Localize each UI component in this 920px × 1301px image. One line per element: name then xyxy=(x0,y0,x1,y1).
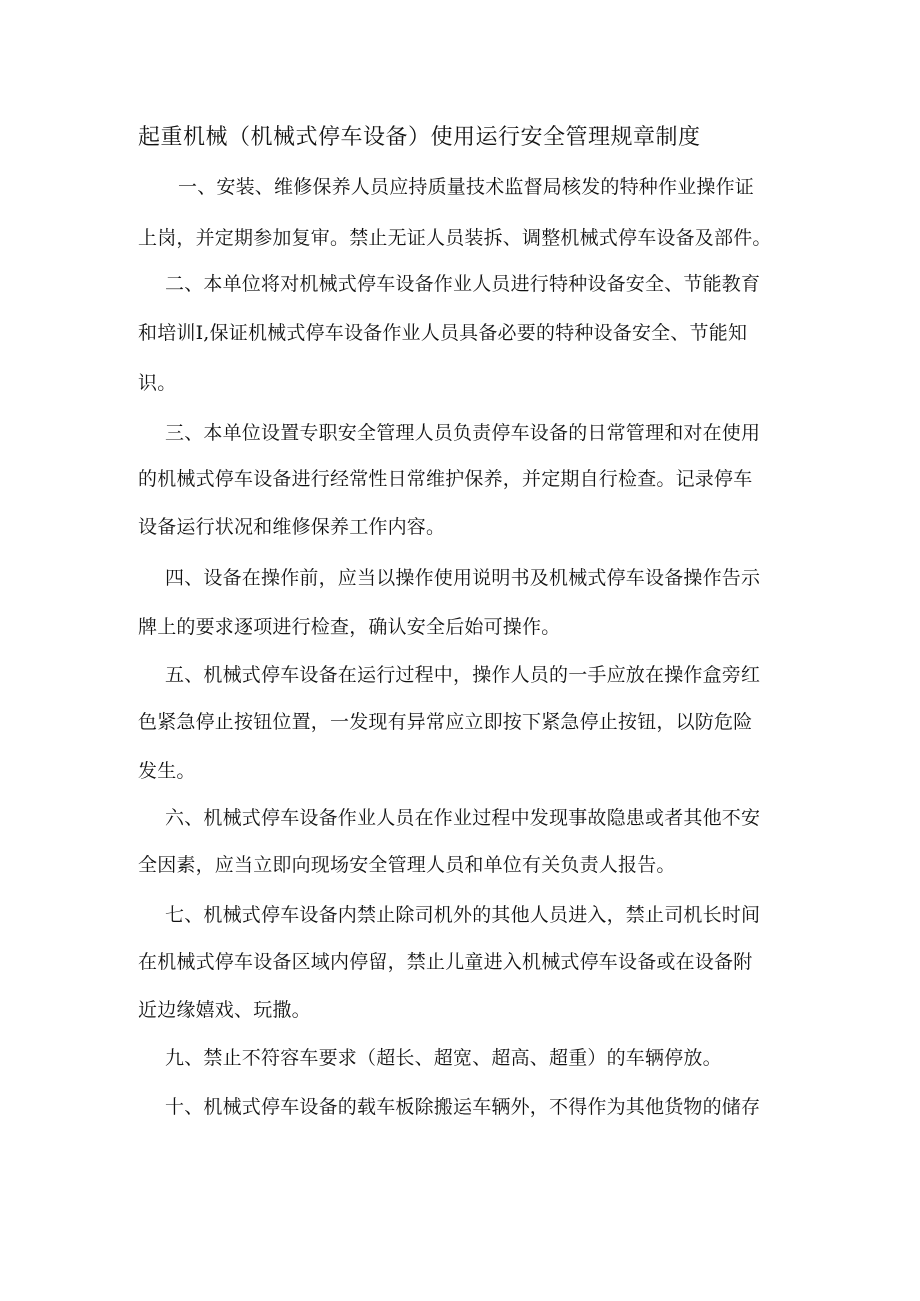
paragraph-4-line-1: 四、设备在操作前，应当以操作使用说明书及机械式停车设备操作告示 xyxy=(165,567,761,589)
paragraph-6-line-2: 全因素，应当立即向现场安全管理人员和单位有关负责人报告。 xyxy=(138,854,676,876)
paragraph-5-line-2: 色紧急停止按钮位置，一发现有异常应立即按下紧急停止按钮，以防危险 xyxy=(138,711,753,733)
paragraph-1-line-2: 上岗，并定期参加复审。禁止无证人员装拆、调整机械式停车设备及部件。 xyxy=(138,227,772,249)
paragraph-2-line-3: 识。 xyxy=(138,372,177,394)
paragraph-2-line-1: 二、本单位将对机械式停车设备作业人员进行特种设备安全、节能教育 xyxy=(165,273,761,295)
paragraph-9-line-1: 九、禁止不符容车要求（超长、超宽、超高、超重）的车辆停放。 xyxy=(165,1047,722,1069)
paragraph-7-line-3: 近边缘嬉戏、玩撒。 xyxy=(138,999,311,1021)
paragraph-1-line-1: 一、安装、维修保养人员应持质量技术监督局核发的特种作业操作证 xyxy=(178,176,755,198)
paragraph-2-line-2: 和培训I,保证机械式停车设备作业人员具备必要的特种设备安全、节能知 xyxy=(138,322,748,344)
paragraph-7-line-1: 七、机械式停车设备内禁止除司机外的其他人员进入，禁止司机长时间 xyxy=(165,904,761,926)
paragraph-5-line-3: 发生。 xyxy=(138,760,196,782)
paragraph-7-line-2: 在机械式停车设备区域内停留，禁止儿童进入机械式停车设备或在设备附 xyxy=(138,951,753,973)
paragraph-3-line-2: 的机械式停车设备进行经常性日常维护保养，并定期自行检查。记录停车 xyxy=(138,468,753,490)
paragraph-3-line-3: 设备运行状况和维修保养工作内容。 xyxy=(138,516,446,538)
paragraph-10-line-1: 十、机械式停车设备的载车板除搬运车辆外，不得作为其他货物的储存 xyxy=(165,1096,761,1118)
paragraph-4-line-2: 牌上的要求逐项进行检查，确认安全后始可操作。 xyxy=(138,616,561,638)
paragraph-5-line-1: 五、机械式停车设备在运行过程中，操作人员的一手应放在操作盒旁红 xyxy=(165,664,761,686)
paragraph-6-line-1: 六、机械式停车设备作业人员在作业过程中发现事故隐患或者其他不安 xyxy=(165,807,761,829)
document-title: 起重机械（机械式停车设备）使用运行安全管理规章制度 xyxy=(138,125,701,150)
paragraph-3-line-1: 三、本单位设置专职安全管理人员负责停车设备的日常管理和对在使用 xyxy=(165,422,761,444)
